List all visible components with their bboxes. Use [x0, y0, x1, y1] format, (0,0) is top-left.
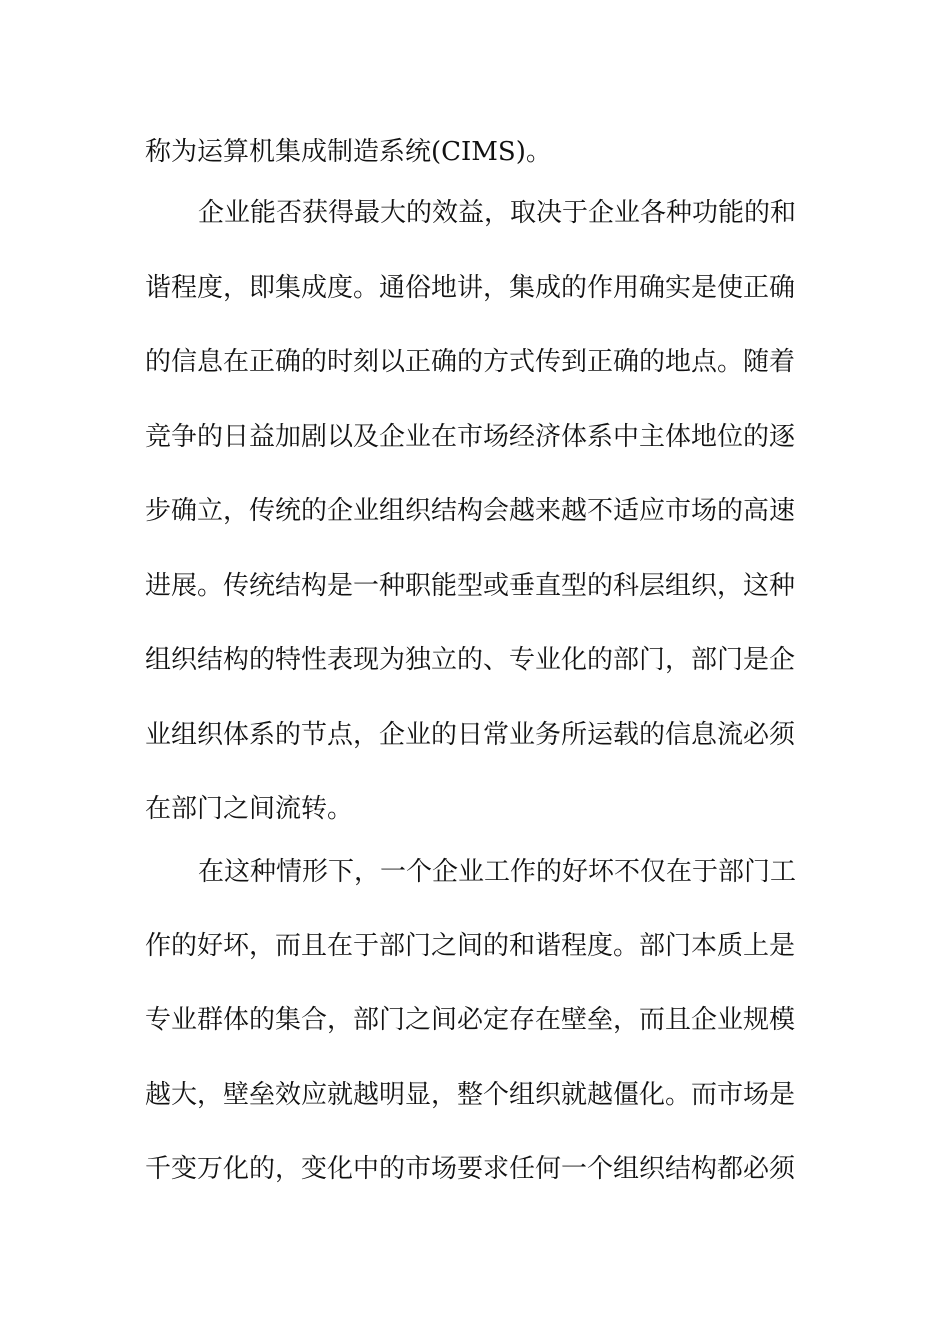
text-line: 竞争的日益加剧以及企业在市场经济体系中主体地位的逐 [145, 422, 796, 452]
paragraph-start-line: 在这种情形下，一个企业工作的好坏不仅在于部门工 [198, 857, 797, 887]
text-line: 专业群体的集合，部门之间必定存在壁垒，而且企业规模 [145, 1005, 796, 1035]
text-line: 在部门之间流转。 [145, 794, 354, 824]
text-line: 谐程度，即集成度。通俗地讲，集成的作用确实是使正确 [145, 273, 796, 303]
paragraph-start-line: 企业能否获得最大的效益，取决于企业各种功能的和 [198, 198, 797, 228]
text-line: 业组织体系的节点，企业的日常业务所运载的信息流必须 [145, 720, 796, 750]
text-line: 称为运算机集成制造系统(CIMS)。 [145, 137, 552, 167]
text-line: 越大，壁垒效应就越明显，整个组织就越僵化。而市场是 [145, 1080, 796, 1110]
text-line: 千变万化的，变化中的市场要求任何一个组织结构都必须 [145, 1154, 796, 1184]
text-line: 进展。传统结构是一种职能型或垂直型的科层组织，这种 [145, 571, 796, 601]
text-line: 步确立，传统的企业组织结构会越来越不适应市场的高速 [145, 496, 796, 526]
text-line: 作的好坏，而且在于部门之间的和谐程度。部门本质上是 [145, 931, 796, 961]
text-line: 组织结构的特性表现为独立的、专业化的部门，部门是企 [145, 645, 796, 675]
text-line: 的信息在正确的时刻以正确的方式传到正确的地点。随着 [145, 347, 796, 377]
